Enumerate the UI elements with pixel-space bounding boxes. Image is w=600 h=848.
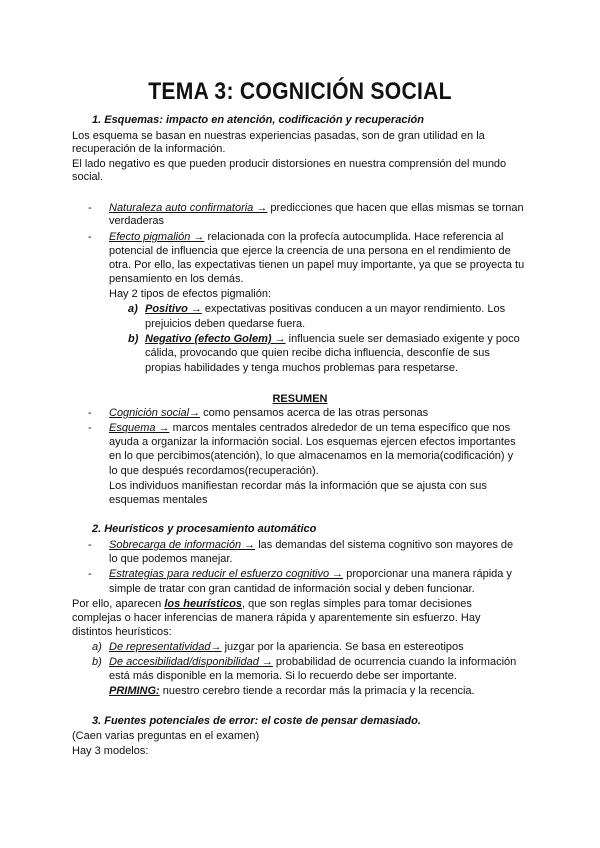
bullet-dash: - — [88, 231, 92, 243]
bullet-dash: - — [88, 202, 92, 214]
section-3-heading: 3. Fuentes potenciales de error: el coste de pensar demasiado. — [92, 715, 421, 727]
paragraph-line: Los esquema se basan en nuestras experiencias pasadas, son de gran utilidad en la — [72, 130, 485, 142]
sub-line: prejuicios deben quedarse fuera. — [145, 318, 306, 330]
paragraph-line: distintos heurísticos: — [72, 626, 172, 638]
text: expectativas positivas conducen a un mayor rendimiento. Los — [201, 303, 506, 315]
term: De representatividad→ — [109, 641, 222, 653]
sub-label: a) — [92, 641, 102, 653]
term: Positivo → — [145, 303, 202, 315]
term: Efecto pigmalión → — [109, 231, 205, 243]
term: Naturaleza auto confirmatoria → — [109, 202, 268, 214]
sub-label: a) — [128, 303, 138, 315]
bullet-line: Los individuos manifiestan recordar más la información que se ajusta con sus — [109, 480, 487, 492]
bullet-dash: - — [88, 422, 92, 434]
sub-line: propias habilidades y tenga muchos problemas para respetarse. — [145, 362, 459, 374]
paragraph-line: (Caen varias preguntas en el examen) — [72, 730, 260, 742]
sub-line: cálida, provocando que quien recibe dicha influencia, desconfíe de sus — [145, 347, 490, 359]
term: los heurísticos — [164, 598, 242, 610]
paragraph-line: El lado negativo es que pueden producir distorsiones en nuestra comprensión del mundo — [72, 158, 507, 170]
bullet-line: lo que podemos manejar. — [109, 553, 233, 565]
bullet-line: otra. Por ello, las expectativas tienen un papel muy importante, ya que se proyecta tu — [109, 259, 525, 271]
resumen-heading: RESUMEN — [272, 393, 328, 405]
bullet-line — [109, 539, 513, 552]
sub-label: b) — [92, 656, 102, 668]
bullet-dash: - — [88, 407, 92, 419]
page-title: TEMA 3: COGNICIÓN SOCIAL — [148, 78, 452, 105]
text: influencia suele ser demasiado exigente y poco — [285, 333, 520, 345]
term: Negativo (efecto Golem) → — [145, 333, 286, 345]
term: Esquema → — [109, 422, 170, 434]
text: probabilidad de ocurrencia cuando la información — [272, 656, 517, 668]
term: Estrategias para reducir el esfuerzo cognitivo → — [109, 568, 344, 580]
bullet-line: potencial de influencia que ejerce la creencia de una persona en el rendimiento de — [109, 245, 511, 257]
text: predicciones que hacen que ellas mismas se tornan — [267, 202, 524, 214]
bullet-line: esquemas mentales — [109, 494, 208, 506]
text: proporcionar una manera rápida y — [343, 568, 512, 580]
term: Cognición social→ — [109, 407, 201, 419]
bullet-line: ayuda a organizar la información social. Los esquemas ejercen efectos importantes — [109, 436, 516, 448]
term: PRIMING: — [109, 685, 160, 697]
term: Sobrecarga de información → — [109, 539, 256, 551]
sub-line — [109, 685, 475, 698]
text: Por ello, aparecen — [72, 598, 165, 610]
text: relacionada con la profecía autocumplida. Hace referencia al — [204, 231, 504, 243]
bullet-dash: - — [88, 568, 92, 580]
paragraph-line: Hay 3 modelos: — [72, 745, 149, 757]
section-2-heading: 2. Heurísticos y procesamiento automático — [92, 523, 317, 535]
bullet-line: en lo que percibimos(atención), lo que almacenamos en la memoria(codificación) y — [109, 450, 514, 462]
text: las demandas del sistema cognitivo son mayores de — [255, 539, 514, 551]
text: marcos mentales centrados alrededor de un tema específico que nos — [169, 422, 511, 434]
sub-line — [145, 333, 520, 346]
text: juzgar por la apariencia. Se basa en estereotipos — [221, 641, 464, 653]
sub-line — [109, 641, 464, 654]
bullet-line: lo que después recordamos(recuperación). — [109, 465, 319, 477]
text: , que son reglas simples para tomar decisiones — [241, 598, 472, 610]
bullet-line: pensamiento en los demás. — [109, 273, 244, 285]
sub-line: está más disponible en la memoria. Si lo recuerdo debe ser importante. — [109, 670, 457, 682]
bullet-line — [109, 202, 524, 215]
paragraph-line: recuperación de la información. — [72, 143, 226, 155]
text: nuestro cerebro tiende a recordar más la primacía y la recencia. — [159, 685, 475, 697]
section-1-heading: 1. Esquemas: impacto en atención, codificación y recuperación — [92, 114, 424, 126]
bullet-line — [109, 231, 503, 244]
text: como pensamos acerca de las otras personas — [200, 407, 429, 419]
bullet-dash: - — [88, 539, 92, 551]
paragraph-line — [72, 598, 472, 611]
paragraph-line: social. — [72, 171, 104, 183]
term: De accesibilidad/disponibilidad → — [109, 656, 273, 668]
sub-line — [109, 656, 516, 669]
bullet-line: Hay 2 tipos de efectos pigmalión: — [109, 288, 272, 300]
sub-label: b) — [128, 333, 139, 345]
bullet-line — [109, 422, 510, 435]
bullet-line — [109, 568, 512, 581]
sub-line — [145, 303, 505, 316]
bullet-line: verdaderas — [109, 215, 165, 227]
bullet-line: simple de tratar con gran cantidad de información social y deben funcionar. — [109, 583, 475, 595]
bullet-line — [109, 407, 428, 420]
paragraph-line: complejas o hacer inferencias de manera rápida y aparentemente sin esfuerzo. Hay — [72, 612, 481, 624]
